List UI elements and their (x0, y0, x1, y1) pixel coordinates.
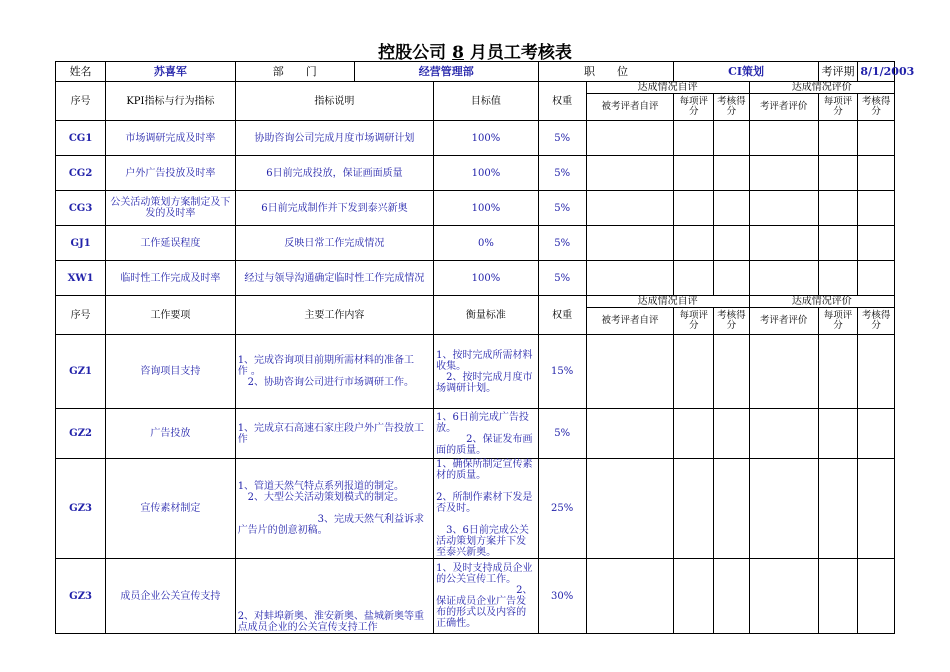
score-cell[interactable] (586, 409, 674, 459)
kpi-indicator: 公关活动策划方案制定及下发的及时率 (106, 191, 236, 226)
work-item: 成员企业公关宣传支持 (106, 559, 236, 634)
score-cell[interactable] (586, 335, 674, 409)
work-weight: 15% (538, 335, 586, 409)
score-cell[interactable] (749, 261, 818, 296)
score-cell[interactable] (586, 121, 674, 156)
kpi-code: CG3 (56, 191, 106, 226)
score-cell[interactable] (586, 156, 674, 191)
kpi-desc: 反映日常工作完成情况 (235, 226, 433, 261)
score-cell[interactable] (858, 121, 895, 156)
dept-value: 经营管理部 (354, 62, 538, 82)
kpi-evaluator-header: 考评者评价 (749, 94, 818, 121)
kpi-item-score-header: 每项评分 (674, 94, 714, 121)
work-row (56, 409, 895, 459)
work-content: 1、完成京石高速石家庄段户外广告投放工作 (235, 409, 433, 459)
score-cell[interactable] (818, 459, 858, 559)
score-cell[interactable] (818, 121, 858, 156)
kpi-code: XW1 (56, 261, 106, 296)
work-exam-score2-header: 考核得分 (858, 308, 895, 335)
score-cell[interactable] (714, 226, 750, 261)
score-cell[interactable] (586, 226, 674, 261)
name-label: 姓名 (56, 62, 106, 82)
work-item-score-header: 每项评分 (674, 308, 714, 335)
work-row (56, 459, 895, 559)
score-cell[interactable] (818, 335, 858, 409)
score-cell[interactable] (674, 459, 714, 559)
period-value: 8/1/2003 (858, 62, 895, 82)
work-item-score2-header: 每项评分 (818, 308, 858, 335)
score-cell[interactable] (586, 559, 674, 634)
score-cell[interactable] (858, 261, 895, 296)
kpi-indicator: 户外广告投放及时率 (106, 156, 236, 191)
kpi-item-score2-header: 每项评分 (818, 94, 858, 121)
score-cell[interactable] (714, 261, 750, 296)
score-cell[interactable] (586, 191, 674, 226)
page-title: 控股公司 8 月员工考核表 (378, 43, 572, 63)
kpi-exam-score2-header: 考核得分 (858, 94, 895, 121)
score-cell[interactable] (749, 335, 818, 409)
score-cell[interactable] (674, 121, 714, 156)
score-cell[interactable] (858, 409, 895, 459)
work-weight: 25% (538, 459, 586, 559)
kpi-eval-group-header: 达成情况评价 (749, 82, 894, 94)
score-cell[interactable] (714, 121, 750, 156)
kpi-code: CG1 (56, 121, 106, 156)
work-code: GZ3 (56, 559, 106, 634)
kpi-indicator: 市场调研完成及时率 (106, 121, 236, 156)
work-weight: 30% (538, 559, 586, 634)
score-cell[interactable] (674, 261, 714, 296)
work-eval-group-header: 达成情况评价 (749, 296, 894, 308)
work-self-eval-header: 被考评者自评 (586, 308, 674, 335)
score-cell[interactable] (858, 156, 895, 191)
kpi-desc: 协助咨询公司完成月度市场调研计划 (235, 121, 433, 156)
dept-label: 部 门 (235, 62, 354, 82)
work-weight-header: 权重 (538, 296, 586, 335)
kpi-desc-header: 指标说明 (235, 82, 433, 121)
kpi-code: CG2 (56, 156, 106, 191)
score-cell[interactable] (749, 409, 818, 459)
score-cell[interactable] (674, 559, 714, 634)
work-code: GZ3 (56, 459, 106, 559)
kpi-weight: 5% (538, 226, 586, 261)
work-item: 咨询项目支持 (106, 335, 236, 409)
kpi-indicator-header: KPI指标与行为指标 (106, 82, 236, 121)
score-cell[interactable] (714, 409, 750, 459)
work-code: GZ1 (56, 335, 106, 409)
kpi-seq-header: 序号 (56, 82, 106, 121)
name-value: 苏喜军 (106, 62, 236, 82)
score-cell[interactable] (818, 226, 858, 261)
info-row (56, 62, 895, 82)
score-cell[interactable] (749, 156, 818, 191)
kpi-target-header: 目标值 (434, 82, 538, 121)
score-cell[interactable] (714, 559, 750, 634)
work-item: 宣传素材制定 (106, 459, 236, 559)
score-cell[interactable] (858, 559, 895, 634)
score-cell[interactable] (818, 261, 858, 296)
kpi-self-group-header: 达成情况自评 (586, 82, 749, 94)
work-standard: 1、确保所制定宣传素材的质量。 2、所制作素材下发是否及时。 3、6日前完成公关活动策划方案并下发至泰兴新奥。 (434, 459, 538, 559)
score-cell[interactable] (714, 459, 750, 559)
work-row (56, 335, 895, 409)
score-cell[interactable] (858, 459, 895, 559)
kpi-row (56, 156, 895, 191)
kpi-target: 100% (434, 261, 538, 296)
score-cell[interactable] (749, 121, 818, 156)
score-cell[interactable] (858, 226, 895, 261)
work-header-row (56, 296, 895, 308)
score-cell[interactable] (858, 191, 895, 226)
score-cell[interactable] (674, 191, 714, 226)
kpi-row (56, 121, 895, 156)
kpi-self-eval-header: 被考评者自评 (586, 94, 674, 121)
score-cell[interactable] (749, 226, 818, 261)
kpi-weight-header: 权重 (538, 82, 586, 121)
work-standard: 1、按时完成所需材料收集。 2、按时完成月度市场调研计划。 (434, 335, 538, 409)
kpi-indicator: 临时性工作完成及时率 (106, 261, 236, 296)
work-standard-header: 衡量标准 (434, 296, 538, 335)
score-cell[interactable] (818, 156, 858, 191)
score-cell[interactable] (714, 335, 750, 409)
kpi-desc: 经过与领导沟通确定临时性工作完成情况 (235, 261, 433, 296)
kpi-row (56, 191, 895, 226)
position-value: CI策划 (674, 62, 818, 82)
work-content: 1、管道天然气特点系列报道的制定。 2、大型公关活动策划模式的制定。 3、完成天然气利益诉求广告片的创意初稿。 (235, 459, 433, 559)
kpi-weight: 5% (538, 121, 586, 156)
score-cell[interactable] (749, 459, 818, 559)
score-cell[interactable] (586, 261, 674, 296)
kpi-weight: 5% (538, 261, 586, 296)
score-cell[interactable] (749, 191, 818, 226)
kpi-desc: 6日前完成制作并下发到泰兴新奥 (235, 191, 433, 226)
work-item-header: 工作要项 (106, 296, 236, 335)
work-content: 1、完成咨询项目前期所需材料的准备工 作 。 2、协助咨询公司进行市场调研工作。 (235, 335, 433, 409)
score-cell[interactable] (818, 191, 858, 226)
kpi-exam-score-header: 考核得分 (714, 94, 750, 121)
work-content: 2、对蚌埠新奥、淮安新奥、盐城新奥等重点成员企业的公关宣传支持工作 (235, 559, 433, 634)
kpi-weight: 5% (538, 191, 586, 226)
kpi-code: GJ1 (56, 226, 106, 261)
score-cell[interactable] (714, 156, 750, 191)
score-cell[interactable] (818, 559, 858, 634)
kpi-target: 100% (434, 156, 538, 191)
kpi-indicator: 工作延误程度 (106, 226, 236, 261)
kpi-row (56, 226, 895, 261)
kpi-target: 0% (434, 226, 538, 261)
kpi-target: 100% (434, 121, 538, 156)
work-self-group-header: 达成情况自评 (586, 296, 749, 308)
work-item: 广告投放 (106, 409, 236, 459)
work-exam-score-header: 考核得分 (714, 308, 750, 335)
work-evaluator-header: 考评者评价 (749, 308, 818, 335)
kpi-target: 100% (434, 191, 538, 226)
work-row (56, 559, 895, 634)
work-seq-header: 序号 (56, 296, 106, 335)
work-content-header: 主要工作内容 (235, 296, 433, 335)
score-cell[interactable] (858, 335, 895, 409)
kpi-weight: 5% (538, 156, 586, 191)
score-cell[interactable] (586, 459, 674, 559)
score-cell[interactable] (749, 559, 818, 634)
score-cell[interactable] (674, 156, 714, 191)
score-cell[interactable] (674, 335, 714, 409)
work-weight: 5% (538, 409, 586, 459)
kpi-desc: 6日前完成投放，保证画面质量 (235, 156, 433, 191)
score-cell[interactable] (674, 409, 714, 459)
kpi-header-row (56, 82, 895, 94)
score-cell[interactable] (714, 191, 750, 226)
work-standard: 1、及时支持成员企业的公关宣传工作。 2、保证成员企业广告发布的形式以及内容的正确性。 (434, 559, 538, 634)
score-cell[interactable] (818, 409, 858, 459)
work-code: GZ2 (56, 409, 106, 459)
period-label: 考评期 (818, 62, 858, 82)
work-standard: 1、6日前完成广告投放。 2、保证发布画面的质量。 (434, 409, 538, 459)
appraisal-table (55, 61, 915, 634)
score-cell[interactable] (674, 226, 714, 261)
position-label: 职 位 (538, 62, 674, 82)
kpi-row (56, 261, 895, 296)
